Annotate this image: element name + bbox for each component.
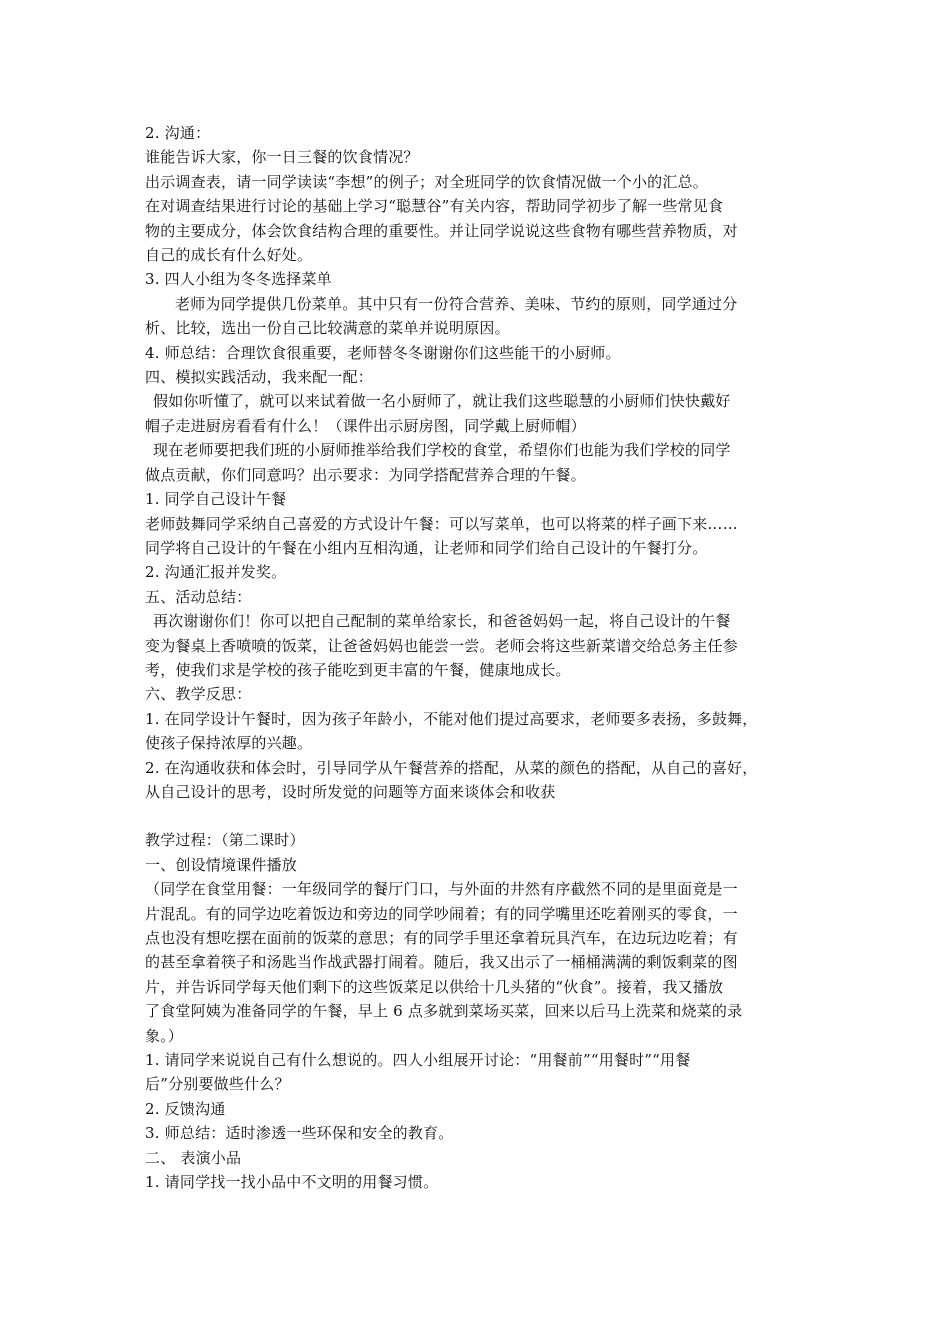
text-line: 帽子走进厨房看看有什么！（课件出示厨房图，同学戴上厨师帽） bbox=[145, 416, 586, 435]
text-line: 1. 在同学设计午餐时，因为孩子年龄小，不能对他们提过高要求，老师要多表扬，多鼓舞， bbox=[145, 709, 758, 728]
section-heading: 教学过程：（第二课时） bbox=[145, 831, 305, 850]
document-page bbox=[145, 121, 825, 1194]
text-line: 后”分别要做些什么？ bbox=[145, 1075, 290, 1094]
text-line: 老师为同学提供几份菜单。其中只有一份符合营养、美味、节约的原则，同学通过分 bbox=[175, 294, 738, 313]
text-line: 从自己设计的思考，设时所发觉的问题等方面来谈体会和收获 bbox=[145, 782, 556, 801]
text-line: 2. 沟通汇报并发奖。 bbox=[145, 563, 287, 582]
section-heading: 五、活动总结： bbox=[145, 587, 252, 606]
text-line: 1. 同学自己设计午餐 bbox=[145, 490, 287, 509]
text-line: 1. 请同学来说说自己有什么想说的。四人小组展开讨论：“用餐前”“用餐时”“用餐 bbox=[145, 1051, 691, 1070]
text-line: 出示调查表，请一同学读读“李想”的例子；对全班同学的饮食情况做一个小的汇总。 bbox=[145, 172, 708, 191]
text-line: 的甚至拿着筷子和汤匙当作战武器打闹着。随后，我又出示了一桶桶满满的剩饭剩菜的图 bbox=[145, 953, 738, 972]
text-line: 老师鼓舞同学采纳自己喜爱的方式设计午餐：可以写菜单，也可以将菜的样子画下来…… bbox=[145, 514, 738, 533]
text-line: 点也没有想吃摆在面前的饭菜的意思；有的同学手里还拿着玩具汽车，在边玩边吃着；有 bbox=[145, 929, 738, 947]
section-heading: 四、模拟实践活动，我来配一配： bbox=[145, 368, 374, 387]
text-line: 析、比较，选出一份自己比较满意的菜单并说明原因。 bbox=[145, 319, 510, 338]
text-line: 自己的成长有什么好处。 bbox=[145, 246, 313, 265]
text-line: 考，使我们求是学校的孩子能吃到更丰富的午餐，健康地成长。 bbox=[145, 660, 571, 679]
text-line: 物的主要成分，体会饮食结构合理的重要性。并让同学说说这些食物有哪些营养物质，对 bbox=[145, 221, 738, 240]
text-line: 象。） bbox=[145, 1026, 184, 1045]
text-line: 了食堂阿姨为准备同学的午餐，早上 6 点多就到菜场买菜，回来以后马上洗菜和烧菜的录 bbox=[145, 1002, 743, 1021]
paragraph-gap bbox=[145, 804, 825, 828]
text-line: 2. 在沟通收获和体会时，引导同学从午餐营养的搭配，从菜的颜色的搭配，从自己的喜好， bbox=[145, 758, 758, 777]
section-heading: 二、 表演小品 bbox=[145, 1148, 242, 1167]
text-line: 变为餐桌上香喷喷的饭菜，让爸爸妈妈也能尝一尝。老师会将这些新菜谱交给总务主任参 bbox=[145, 636, 738, 655]
text-line: 1. 请同学找一找小品中不文明的用餐习惯。 bbox=[145, 1173, 439, 1192]
text-line: 在对调查结果进行讨论的基础上学习“聪慧谷”有关内容，帮助同学初步了解一些常见食 bbox=[145, 197, 724, 216]
text-line: 4. 师总结：合理饮食很重要，老师替冬冬谢谢你们这些能干的小厨师。 bbox=[145, 343, 621, 362]
text-line: 现在老师要把我们班的小厨师推举给我们学校的食堂，希望你们也能为我们学校的同学 bbox=[153, 441, 731, 460]
text-line: （同学在食堂用餐：一年级同学的餐厅门口，与外面的井然有序截然不同的是里面竟是一 bbox=[145, 880, 738, 899]
text-line: 2. 沟通： bbox=[145, 124, 211, 142]
text-line: 3. 师总结：适时渗透一些环保和安全的教育。 bbox=[145, 1124, 454, 1143]
section-heading: 一、创设情境课件播放 bbox=[145, 855, 298, 874]
text-line: 同学将自己设计的午餐在小组内互相沟通，让老师和同学们给自己设计的午餐打分。 bbox=[145, 538, 708, 557]
text-line: 假如你听懂了，就可以来试着做一名小厨师了，就让我们这些聪慧的小厨师们快快戴好 bbox=[153, 392, 731, 411]
section-heading: 3. 四人小组为冬冬选择菜单 bbox=[145, 270, 332, 289]
text-line: 再次谢谢你们！你可以把自己配制的菜单给家长，和爸爸妈妈一起，将自己设计的午餐 bbox=[153, 612, 731, 631]
text-line: 做点贡献，你们同意吗？出示要求：为同学搭配营养合理的午餐。 bbox=[145, 465, 586, 484]
text-line: 使孩子保持浓厚的兴趣。 bbox=[145, 734, 313, 753]
text-line: 2. 反馈沟通 bbox=[145, 1099, 226, 1118]
text-line: 片混乱。有的同学边吃着饭边和旁边的同学吵闹着；有的同学嘴里还吃着刚买的零食，一 bbox=[145, 904, 738, 923]
section-heading: 六、教学反思： bbox=[145, 685, 252, 704]
text-line: 片，并告诉同学每天他们剩下的这些饭菜足以供给十几头猪的“伙食”。接着，我又播放 bbox=[145, 977, 724, 996]
text-line: 谁能告诉大家，你一日三餐的饮食情况？ bbox=[145, 148, 419, 167]
